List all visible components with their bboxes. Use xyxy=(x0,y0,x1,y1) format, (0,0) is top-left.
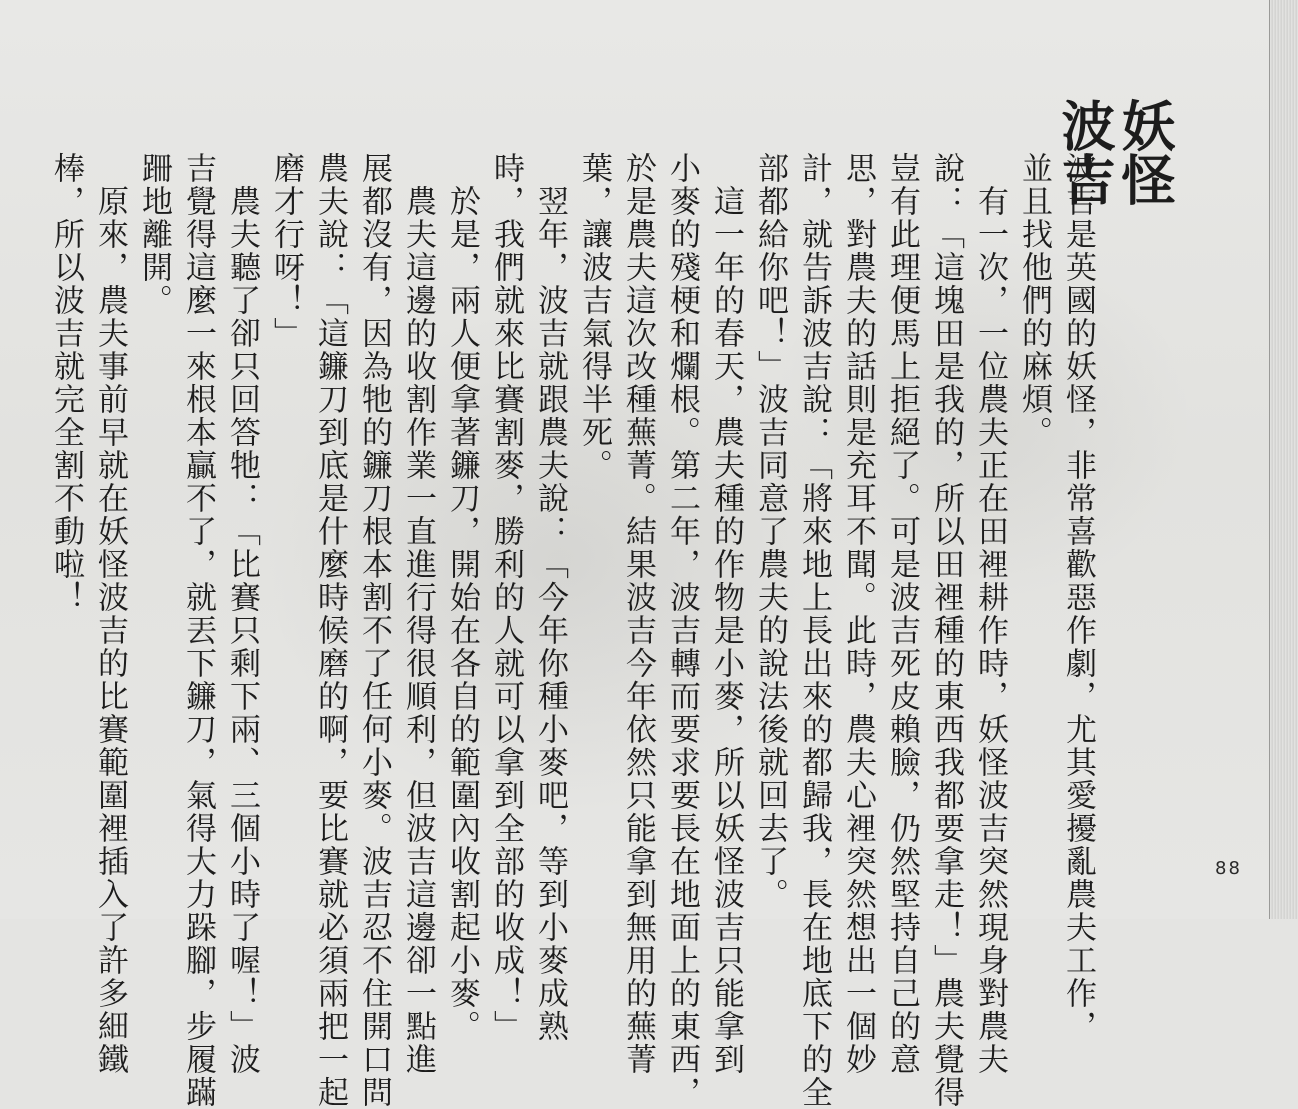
text-column: 小麥的殘梗和爛根。第二年，波吉轉而要求要長在地面上的東西， xyxy=(664,152,700,1109)
title-part-yaoguai: 妖怪 xyxy=(1113,98,1176,206)
text-column: 農夫這邊的收割作業一直進行得很順利，但波吉這邊卻一點進 xyxy=(400,152,436,1076)
text-column: 翌年，波吉就跟農夫說：「今年你種小麥吧，等到小麥成熟 xyxy=(532,152,568,1043)
text-column: 葉，讓波吉氣得半死。 xyxy=(576,152,612,482)
text-column: 農夫聽了卻只回答牠：「比賽只剩下兩、三個小時了喔！」波 xyxy=(224,152,260,1076)
book-page-edge xyxy=(1269,0,1298,919)
text-column: 有一次，一位農夫正在田裡耕作時，妖怪波吉突然現身對農夫 xyxy=(972,152,1008,1076)
text-column: 原來，農夫事前早就在妖怪波吉的比賽範圍裡插入了許多細鐵 xyxy=(92,152,128,1076)
text-column: 部都給你吧！」波吉同意了農夫的說法後就回去了。 xyxy=(752,152,788,911)
text-column: 豈有此理便馬上拒絕了。可是波吉死皮賴臉，仍然堅持自己的意 xyxy=(884,152,920,1076)
text-column: 於是，兩人便拿著鐮刀，開始在各自的範圍內收割起小麥。 xyxy=(444,152,480,1043)
text-column: 於是農夫這次改種蕪菁。結果波吉今年依然只能拿到無用的蕪菁 xyxy=(620,152,656,1076)
text-column: 棒，所以波吉就完全割不動啦！ xyxy=(48,152,84,614)
text-column: 展都沒有，因為牠的鐮刀根本割不了任何小麥。波吉忍不住開口問 xyxy=(356,152,392,1109)
text-column: 波吉是英國的妖怪，非常喜歡惡作劇，尤其愛擾亂農夫工作， xyxy=(1060,152,1096,1043)
text-column: 思，對農夫的話則是充耳不聞。此時，農夫心裡突然想出一個妙 xyxy=(840,152,876,1076)
text-column: 跚地離開。 xyxy=(136,152,172,317)
text-column: 時，我們就來比賽割麥，勝利的人就可以拿到全部的收成！」 xyxy=(488,152,524,1043)
text-column: 並且找他們的麻煩。 xyxy=(1016,152,1052,449)
text-column: 計，就告訴波吉說：「將來地上長出來的都歸我，長在地底下的全 xyxy=(796,152,832,1109)
title-part-boji: 波吉 xyxy=(1053,98,1116,206)
text-column: 農夫說：「這鐮刀到底是什麼時候磨的啊，要比賽就必須兩把一起 xyxy=(312,152,348,1109)
text-column: 說：「這塊田是我的，所以田裡種的東西我都要拿走！」農夫覺得 xyxy=(928,152,964,1109)
page-number: 88 xyxy=(1215,858,1242,879)
text-column: 這一年的春天，農夫種的作物是小麥，所以妖怪波吉只能拿到 xyxy=(708,152,744,1076)
text-column: 吉覺得這麼一來根本贏不了，就丟下鐮刀，氣得大力跺腳，步履蹣 xyxy=(180,152,216,1109)
text-column: 磨才行呀！」 xyxy=(268,152,304,350)
